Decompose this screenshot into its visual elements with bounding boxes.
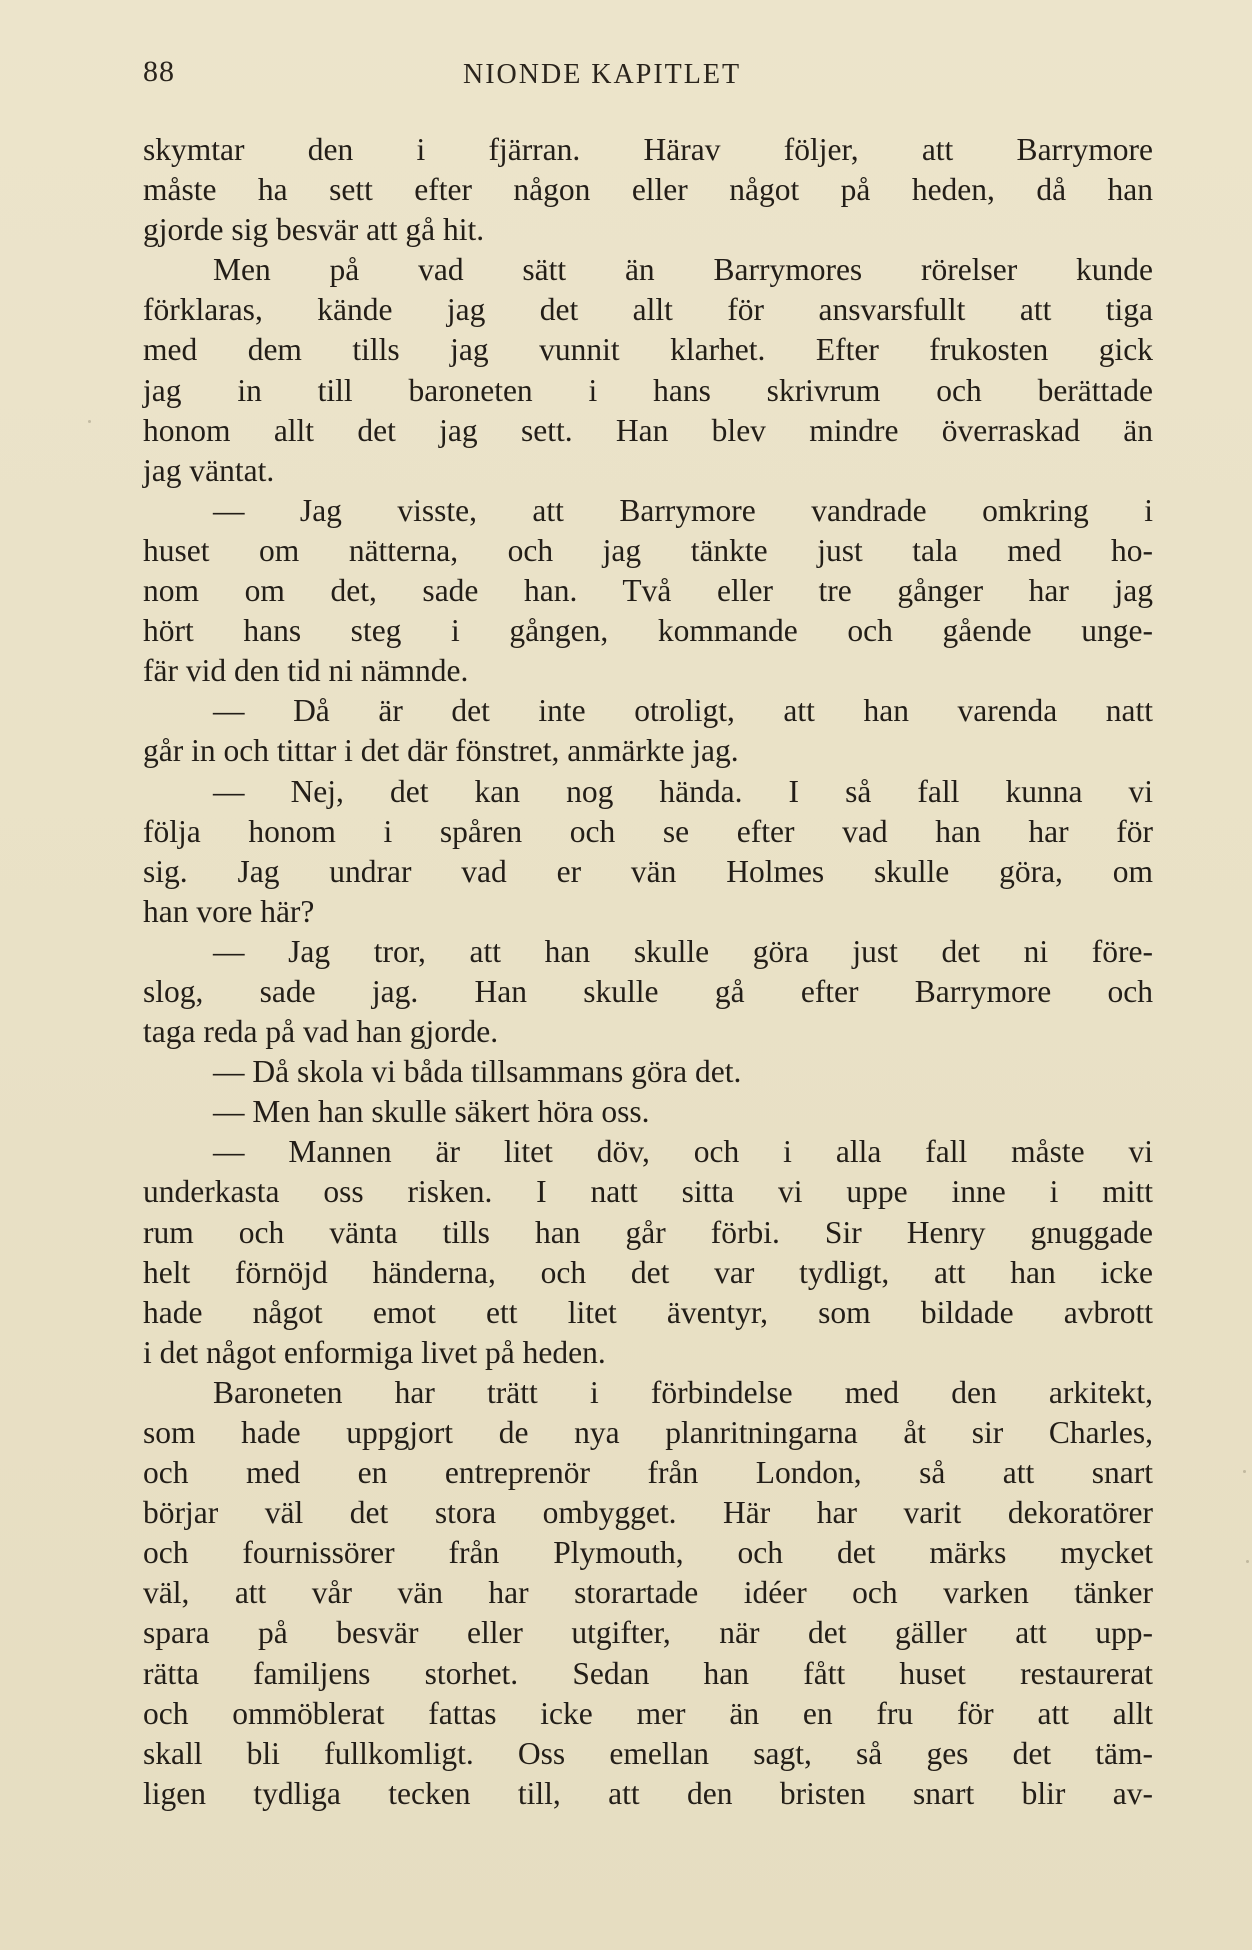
text-line: — Då är det inte otroligt, att han varenda natt (213, 693, 1153, 729)
text-line: väl, att vår vän har storartade idéer och varken tänker (143, 1575, 1153, 1611)
text-line: rätta familjens storhet. Sedan han fått huset restaurerat (143, 1655, 1153, 1691)
text-line: ligen tydliga tecken till, att den bristen snart blir av- (143, 1775, 1153, 1811)
text-line: gjorde sig besvär att gå hit. (143, 212, 485, 248)
text-line: hört hans steg i gången, kommande och gående unge- (143, 613, 1153, 649)
text-line: Men på vad sätt än Barrymores rörelser kunde (213, 252, 1153, 288)
text-line: huset om nätterna, och jag tänkte just tala med ho- (143, 532, 1153, 568)
text-line: — Då skola vi båda tillsammans göra det. (213, 1054, 742, 1090)
text-line: underkasta oss risken. I natt sitta vi uppe inne i mitt (143, 1174, 1153, 1210)
text-line: — Nej, det kan nog hända. I så fall kunna vi (213, 773, 1153, 809)
text-line: honom allt det jag sett. Han blev mindre överraskad än (143, 412, 1153, 448)
text-line: skymtar den i fjärran. Härav följer, att Barrymore (143, 132, 1153, 167)
text-line: som hade uppgjort de nya planritningarna åt sir Charles, (143, 1415, 1153, 1450)
text-line: jag väntat. (143, 452, 275, 488)
page-number: 88 (143, 55, 175, 88)
text-line: med dem tills jag vunnit klarhet. Efter frukosten gick (143, 332, 1153, 368)
text-line: rum och vänta tills han går förbi. Sir Henry gnuggade (143, 1214, 1153, 1250)
text-line: förklaras, kände jag det allt för ansvarsfullt att tiga (143, 292, 1153, 328)
text-line: — Jag visste, att Barrymore vandrade omkring i (213, 492, 1153, 528)
text-line: nom om det, sade han. Två eller tre gånger har jag (143, 573, 1153, 609)
text-line: börjar väl det stora ombygget. Här har varit dekoratörer (143, 1495, 1153, 1531)
body-text (143, 130, 1153, 1814)
text-line: helt förnöjd händerna, och det var tydligt, att han icke (143, 1254, 1153, 1290)
chapter-title: NIONDE KAPITLET (463, 59, 742, 90)
paper-speck (1246, 1560, 1249, 1563)
text-line: taga reda på vad han gjorde. (143, 1014, 499, 1050)
text-line: Baroneten har trätt i förbindelse med den arkitekt, (213, 1374, 1153, 1410)
paper-speck (1243, 1470, 1246, 1473)
text-line: hade något emot ett litet äventyr, som bildade avbrott (143, 1294, 1153, 1330)
text-line: och med en entreprenör från London, så att snart (143, 1455, 1153, 1491)
text-line: — Men han skulle säkert höra oss. (213, 1094, 650, 1130)
text-line: — Jag tror, att han skulle göra just det ni före- (213, 933, 1153, 969)
text-line: fär vid den tid ni nämnde. (143, 653, 469, 689)
text-line: följa honom i spåren och se efter vad han har för (143, 813, 1153, 849)
text-line: och fournissörer från Plymouth, och det märks mycket (143, 1535, 1153, 1571)
text-line: och ommöblerat fattas icke mer än en fru för att allt (143, 1695, 1153, 1731)
text-line: spara på besvär eller utgifter, när det gäller att upp- (143, 1615, 1153, 1651)
text-line: i det något enformiga livet på heden. (143, 1334, 606, 1370)
page-header (143, 55, 1153, 105)
text-line: går in och tittar i det där fönstret, anmärkte jag. (143, 733, 739, 769)
text-line: jag in till baroneten i hans skrivrum och berättade (143, 372, 1153, 408)
text-line: slog, sade jag. Han skulle gå efter Barrymore och (143, 973, 1153, 1009)
text-line: han vore här? (143, 893, 315, 929)
text-line: sig. Jag undrar vad er vän Holmes skulle göra, om (143, 853, 1153, 889)
text-line: — Mannen är litet döv, och i alla fall måste vi (213, 1134, 1153, 1170)
text-line: skall bli fullkomligt. Oss emellan sagt, så ges det täm- (143, 1735, 1153, 1771)
text-line: måste ha sett efter någon eller något på heden, då han (143, 172, 1153, 208)
paper-speck (88, 420, 91, 423)
